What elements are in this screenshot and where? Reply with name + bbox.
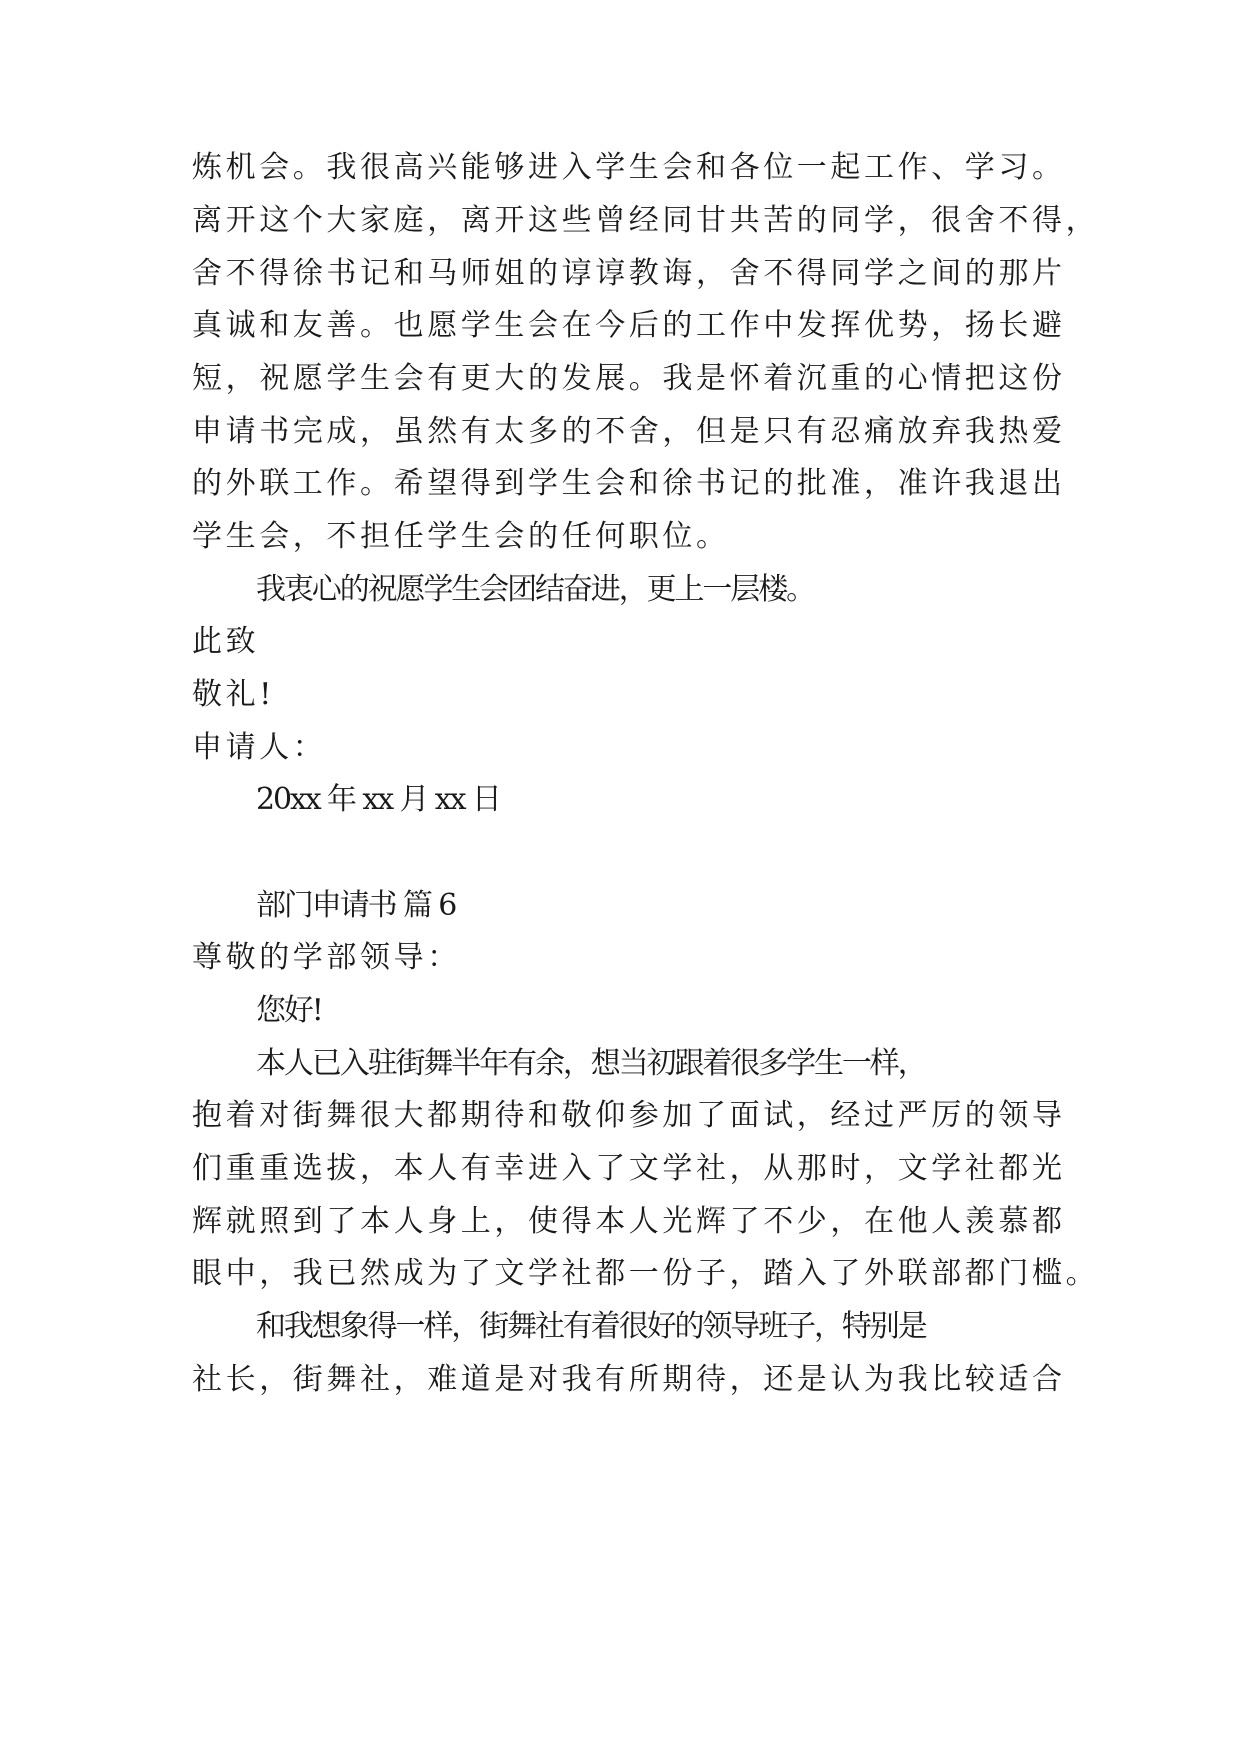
paragraph-line: 们重重选拔，本人有幸进入了文学社，从那时，文学社都光 (192, 1151, 1066, 1186)
paragraph-line: 社长，街舞社，难道是对我有所期待，还是认为我比较适合 (192, 1362, 1066, 1397)
section-heading: 部门申请书 篇 6 (256, 888, 456, 923)
paragraph-line: 短，祝愿学生会有更大的发展。我是怀着沉重的心情把这份 (192, 361, 1066, 396)
closing-greeting: 此致 (192, 624, 260, 659)
paragraph-line: 舍不得徐书记和马师姐的谆谆教诲，舍不得同学之间的那片 (192, 256, 1066, 291)
closing-wish: 我衷心的祝愿学生会团结奋进，更上一层楼。 (256, 572, 814, 607)
date-line: 20xx 年 xx 月 xx 日 (256, 782, 500, 817)
paragraph-line: 炼机会。我很高兴能够进入学生会和各位一起工作、学习。 (192, 150, 1066, 185)
paragraph-line: 辉就照到了本人身上，使得本人光辉了不少，在他人羡慕都 (192, 1204, 1066, 1239)
paragraph-line: 学生会，不担任学生会的任何职位。 (192, 519, 730, 554)
paragraph-line: 抱着对街舞很大都期待和敬仰参加了面试，经过严厉的领导 (192, 1098, 1066, 1133)
paragraph-line: 真诚和友善。也愿学生会在今后的工作中发挥优势，扬长避 (192, 308, 1066, 343)
salutation: 尊敬的学部领导： (192, 940, 461, 975)
paragraph-line: 的外联工作。希望得到学生会和徐书记的批准，准许我退出 (192, 466, 1066, 501)
closing-salute: 敬礼! (192, 677, 275, 712)
greeting: 您好! (256, 993, 322, 1028)
applicant-label: 申请人： (192, 730, 327, 765)
paragraph-line: 申请书完成，虽然有太多的不舍，但是只有忍痛放弃我热爱 (192, 414, 1066, 449)
paragraph-line: 离开这个大家庭，离开这些曾经同甘共苦的同学，很舍不得， (192, 203, 1100, 238)
paragraph-line: 眼中，我已然成为了文学社都一份子，踏入了外联部都门槛。 (192, 1256, 1100, 1291)
paragraph-line: 本人已入驻街舞半年有余，想当初跟着很多学生一样， (256, 1046, 926, 1081)
paragraph-line: 和我想象得一样，街舞社有着很好的领导班子，特别是 (256, 1309, 926, 1344)
